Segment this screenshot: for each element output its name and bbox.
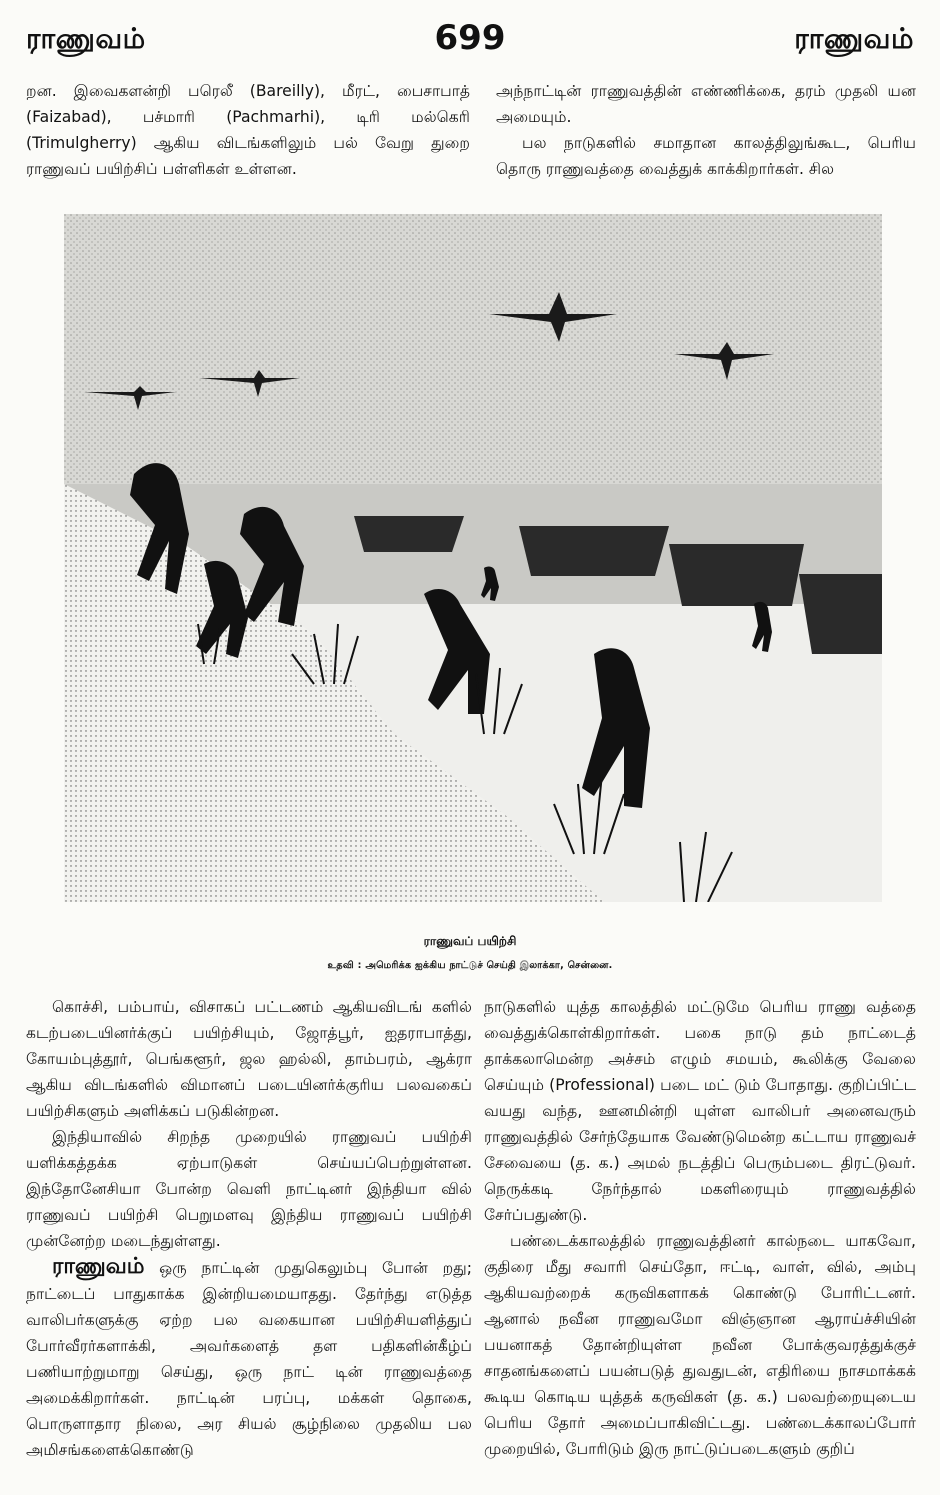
paragraph: பண்டைக்காலத்தில் ராணுவத்தினர் கால்நடை யாகவோ, குதிரை மீது சவாரி செய்தோ, ஈட்டி, வாள், வில், அம்பு ஆகியவற்றைக் கருவிகளாகக் கொண்டு போரிட்டனர். ஆனால் நவீன ராணுவமோ விஞ்ஞான ஆராய்ச்சியின் பயனாகத் தோன்றியுள்ள நவீன போக்குவரத்துக்குச் சாதனங்களைப் பயன்படுத் துவதுடன், எதிரியை நாசமாக்கக் கூடிய கொடிய யுத்தக் கருவிகள் (த. க.) பலவற்றையுடைய பெரிய தோர் அமைப்பாகிவிட்டது. பண்டைக்காலப்போர் முறையில், போரிடும் இரு நாட்டுப்படைகளும் குறிப் [484, 1232, 916, 1458]
paragraph: கொச்சி, பம்பாய், விசாகப் பட்டணம் ஆகியவிடங் களில் கடற்படையினர்க்குப் பயிற்சியும், ஜோத்பூர், ஐதராபாத்து, கோயம்புத்தூர், பெங்களூர், ஜல ஹல்லி, தாம்பரம், ஆக்ரா ஆகிய விடங்களில் விமானப் படையினர்க்குரிய பலவகைப் பயிற்சிகளும் அளிக்கப் படுகின்றன. [26, 998, 472, 1120]
page-number: 699 [434, 18, 506, 58]
paragraph: இந்தியாவில் சிறந்த முறையில் ராணுவப் பயிற்சி யளிக்கத்தக்க ஏற்பாடுகள் செய்யப்பெற்றுள்ளன. இந்தோனேசியா போன்ற வெளி நாட்டினர் இந்தியா வில் ராணுவப் பயிற்சி பெறுமளவு இந்திய ராணுவப் பயிற்சி முன்னேற்ற மடைந்துள்ளது. [26, 1128, 472, 1250]
paragraph: அந்நாட்டின் ராணுவத்தின் எண்ணிக்கை, தரம் முதலி யன அமையும். [496, 82, 916, 126]
running-header-left: ராணுவம் [26, 22, 146, 55]
lead-term: ராணுவம் [52, 1254, 145, 1279]
figure-credit: உதவி : அமெரிக்க ஐக்கிய நாட்டுச் செய்தி இலாக்கா, சென்னை. [327, 960, 613, 971]
paragraph: நாடுகளில் யுத்த காலத்தில் மட்டுமே பெரிய ராணு வத்தை வைத்துக்கொள்கிறார்கள். பகை நாடு தம் நாட்டைத் தாக்கலாமென்ற அச்சம் எழும் சமயம், கூலிக்கு வேலை செய்யும் (Professional) படை மட் டும் போதாது. குறிப்பிட்ட வயது வந்த, ஊனமின்றி யுள்ள வாலிபர் அனைவரும் ராணுவத்தில் சேர்ந்தேயாக வேண்டுமென்ற கட்டாய ராணுவச் சேவையை (த. க.) அமல் நடத்திப் பெரும்படை திரட்டுவர். நெருக்கடி நேர்ந்தால் மகளிரையும் ராணுவத்தில் சேர்ப்பதுண்டு. [484, 998, 916, 1224]
paragraph-text: ஒரு நாட்டின் முதுகெலும்பு போன் றது; நாட்டைப் பாதுகாக்க இன்றியமையாதது. தேர்ந்து எடுத்த வாலிபர்களுக்கு ஏற்ற பல வகையான பயிற்சியளித்துப் போர்வீரர்களாக்கி, அவர்களைத் தள பதிகளின்கீழ்ப் பணியாற்றுமாறு செய்து, ஒரு நாட் டின் ராணுவத்தை அமைக்கிறார்கள். நாட்டின் பரப்பு, மக்கள் தொகை, பொருளாதார நிலை, அர சியல் சூழ்நிலை முதலிய பல அமிசங்களைக்கொண்டு [26, 1259, 472, 1459]
bottom-left-column [26, 994, 472, 1463]
figure-caption: ராணுவப் பயிற்சி [423, 934, 517, 948]
paragraph: றன. இவைகளன்றி பரெலீ (Bareilly), மீரட், பைசாபாத் (Faizabad), பச்மாரி (Pachmarhi), டிரி மல்கெரி (Trimulgherry) ஆகிய விடங்களிலும் பல் வேறு துறை ராணுவப் பயிற்சிப் பள்ளிகள் உள்ளன. [26, 82, 470, 178]
bottom-right-column [484, 994, 916, 1462]
military-training-photo [64, 214, 882, 902]
top-right-column [496, 78, 916, 182]
top-left-column [26, 78, 470, 182]
paragraph: பல நாடுகளில் சமாதான காலத்திலுங்கூட, பெரிய தொரு ராணுவத்தை வைத்துக் காக்கிறார்கள். சில [496, 134, 916, 178]
sky [64, 214, 882, 514]
paragraph [26, 1254, 472, 1463]
running-header-right: ராணுவம் [794, 22, 914, 55]
